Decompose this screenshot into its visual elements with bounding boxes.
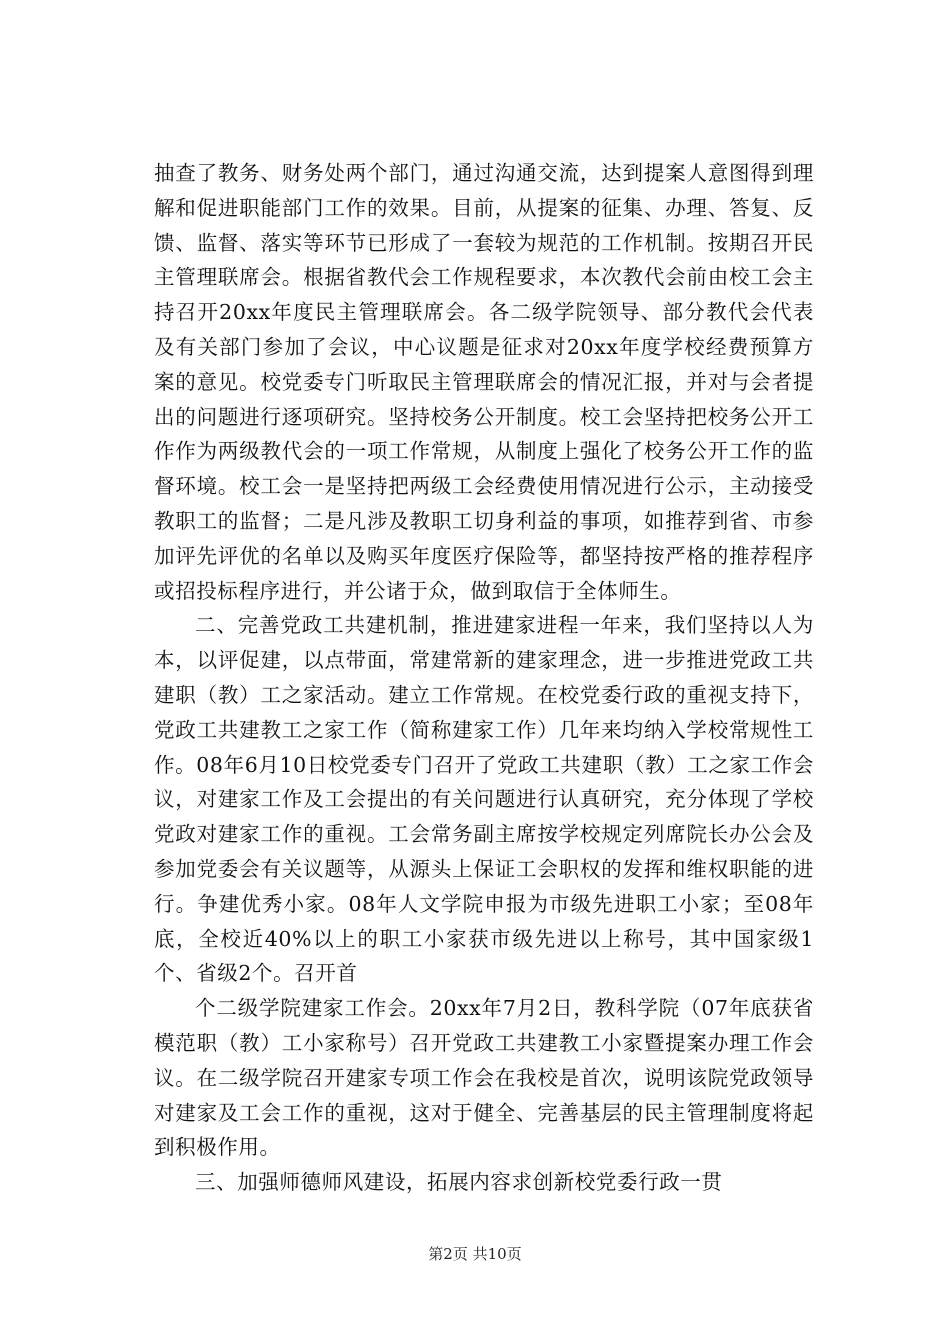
paragraph-3: 个二级学院建家工作会。20xx年7月2日，教科学院（07年底获省模范职（教）工小家称号）召开党政工共建教工小家暨提案办理工作会议。在二级学院召开建家专项工作会在我校是首次，说明该院党政领导对建家及工会工作的重视，这对于健全、完善基层的民主管理制度将起到积极作用。 (154, 996, 814, 1160)
paragraph-1: 抽查了教务、财务处两个部门，通过沟通交流，达到提案人意图得到理解和促进职能部门工作的效果。目前，从提案的征集、办理、答复、反馈、监督、落实等环节已形成了一套较为规范的工作机制。按期召开民主管理联席会。根据省教代会工作规程要求，本次教代会前由校工会主持召开20xx年度民主管理联席会。各二级学院领导、部分教代会代表及有关部门参加了会议，中心议题是征求对20xx年度学校经费预算方案的意见。校党委专门听取民主管理联席会的情况汇报，并对与会者提出的问题进行逐项研究。坚持校务公开制度。校工会坚持把校务公开工作作为两级教代会的一项工作常规，从制度上强化了校务公开工作的监督环境。校工会一是坚持把两级工会经费使用情况进行公示，主动接受教职工的监督；二是凡涉及教职工切身利益的事项，如推荐到省、市参加评先评优的名单以及购买年度医疗保险等，都坚持按严格的推荐程序或招投标程序进行，并公诸于众，做到取信于全体师生。 (154, 161, 814, 603)
paragraph-2: 二、完善党政工共建机制，推进建家进程一年来，我们坚持以人为本，以评促建，以点带面，常建常新的建家理念，进一步推进党政工共建职（教）工之家活动。建立工作常规。在校党委行政的重视支持下，党政工共建教工之家工作（简称建家工作）几年来均纳入学校常规性工作。08年6月10日校党委专门召开了党政工共建职（教）工之家工作会议，对建家工作及工会提出的有关问题进行认真研究，充分体现了学校党政对建家工作的重视。工会常务副主席按学校规定列席院长办公会及参加党委会有关议题等，从源头上保证工会职权的发挥和维权职能的进行。争建优秀小家。08年人文学院申报为市级先进职工小家；至08年底，全校近40%以上的职工小家获市级先进以上称号，其中国家级1个、省级2个。召开首 (154, 613, 814, 986)
paragraph-4: 三、加强师德师风建设，拓展内容求创新校党委行政一贯 (195, 1170, 723, 1195)
page-number-footer: 第2页 共10页 (428, 1245, 522, 1263)
document-body (154, 156, 814, 1200)
